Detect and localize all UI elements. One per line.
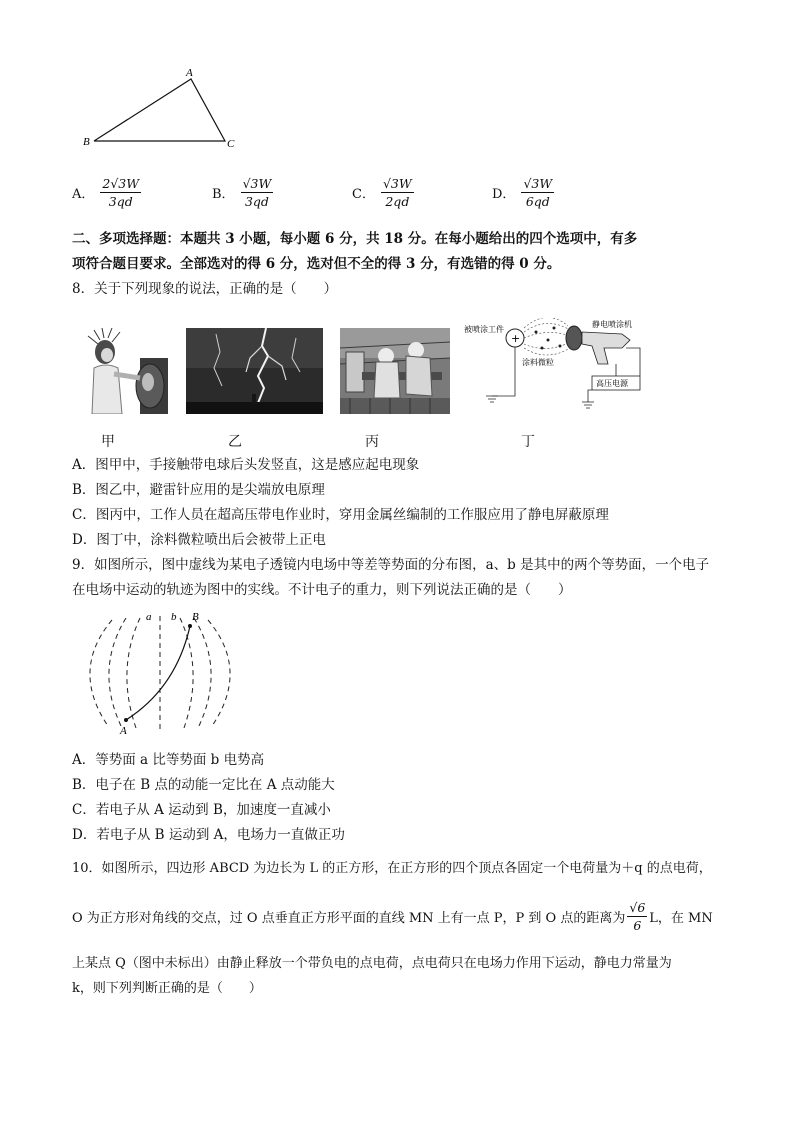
q7-option-c: C． $\frac{√3W}{2qd}$	[352, 176, 412, 209]
triangle-abc	[94, 79, 225, 141]
section2-heading-line2: 项符合题目要求。全部选对的得 6 分，选对但不全的得 3 分，有选错的得 0 分。	[72, 256, 561, 272]
diagram-ding	[462, 318, 662, 413]
q9-option-a: A．等势面 a 比等势面 b 电势高	[72, 752, 265, 768]
electron-trajectory	[126, 626, 190, 720]
label-b-surface: b	[171, 611, 177, 623]
gun-label: 静电喷涂机	[592, 320, 632, 329]
caption-yi: 乙	[228, 434, 242, 450]
q10-line3: 上某点 Q（图中未标出）由静止释放一个带负电的点电荷，点电荷只在电场力作用下运动，静电力常量为	[72, 956, 672, 971]
triangle-figure	[80, 64, 250, 154]
photo-jia	[84, 328, 168, 414]
q10-line4: k，则下列判断正确的是（ ）	[72, 981, 262, 996]
particles-label: 涂料微粒	[522, 358, 554, 367]
vertex-c-label: C	[227, 138, 235, 150]
q9-option-b: B．电子在 B 点的动能一定比在 A 点动能大	[72, 777, 335, 793]
q7-option-b-fraction: $\frac{√3W}{3qd}$	[242, 176, 272, 209]
label-point-b: B	[192, 611, 199, 623]
caption-ding: 丁	[521, 434, 535, 450]
photo-bing	[340, 328, 450, 414]
spray-gun	[582, 332, 630, 364]
q10-fraction: $\frac{√6}{6}$	[629, 900, 646, 933]
q8-option-b: B．图乙中，避雷针应用的是尖端放电原理	[72, 482, 325, 498]
q10-line2: O 为正方形对角线的交点，过 O 点垂直正方形平面的直线 MN 上有一点 P，P 到 O 点的距离为 $\frac{√6}{6}$ L，在 MN	[72, 900, 713, 933]
equipotential-diagram	[76, 608, 246, 738]
q9-stem-line1: 9．如图所示，图中虚线为某电子透镜内电场中等差等势面的分布图，a、b 是其中的两个等势面，一个电子	[72, 557, 710, 573]
q9-stem-line2: 在电场中运动的轨迹为图中的实线。不计电子的重力，则下列说法正确的是（ ）	[72, 582, 572, 598]
label-point-a: A	[120, 725, 127, 737]
q7-option-d: D． $\frac{√3W}{6qd}$	[492, 176, 553, 209]
q8-stem: 8．关于下列现象的说法，正确的是（ ）	[72, 281, 338, 297]
plus-sign: +	[511, 332, 521, 345]
q9-option-c: C．若电子从 A 运动到 B，加速度一直减小	[72, 802, 331, 818]
q7-option-b: B． $\frac{√3W}{3qd}$	[212, 176, 272, 209]
label-a-surface: a	[146, 611, 152, 623]
workpiece-label: 被喷涂工件	[464, 325, 504, 334]
power-label: 高压电源	[596, 379, 628, 388]
q10-line1: 10．如图所示，四边形 ABCD 为边长为 L 的正方形，在正方形的四个顶点各固定一个电荷量为＋q 的点电荷，	[72, 861, 712, 876]
equipotential-right-2	[194, 618, 211, 728]
q8-option-a: A．图甲中，手接触带电球后头发竖直，这是感应起电现象	[72, 457, 420, 473]
q7-option-a-fraction: $\frac{2√3W}{3qd}$	[102, 176, 140, 209]
caption-bing: 丙	[365, 434, 379, 450]
spray-nozzle	[566, 326, 582, 350]
point-b	[188, 624, 192, 628]
q7-option-c-fraction: $\frac{√3W}{2qd}$	[382, 176, 412, 209]
vertex-a-label: A	[186, 67, 193, 79]
q7-option-d-fraction: $\frac{√3W}{6qd}$	[523, 176, 553, 209]
q8-option-c: C．图丙中，工作人员在超高压带电作业时，穿用金属丝编制的工作服应用了静电屏蔽原理	[72, 507, 609, 523]
vertex-b-label: B	[83, 136, 90, 148]
section2-heading-line1: 二、多项选择题：本题共 3 小题，每小题 6 分，共 18 分。在每小题给出的四个选项中，有多	[72, 231, 638, 247]
photo-yi	[186, 328, 323, 414]
point-a	[124, 718, 128, 722]
q8-option-d: D．图丁中，涂料微粒喷出后会被带上正电	[72, 532, 326, 548]
q7-option-a: A． $\frac{2√3W}{3qd}$	[72, 176, 140, 209]
equipotential-right-1	[180, 618, 193, 728]
q9-option-d: D．若电子从 B 运动到 A，电场力一直做正功	[72, 827, 345, 843]
equipotential-left-2	[109, 618, 126, 728]
caption-jia: 甲	[101, 434, 115, 450]
